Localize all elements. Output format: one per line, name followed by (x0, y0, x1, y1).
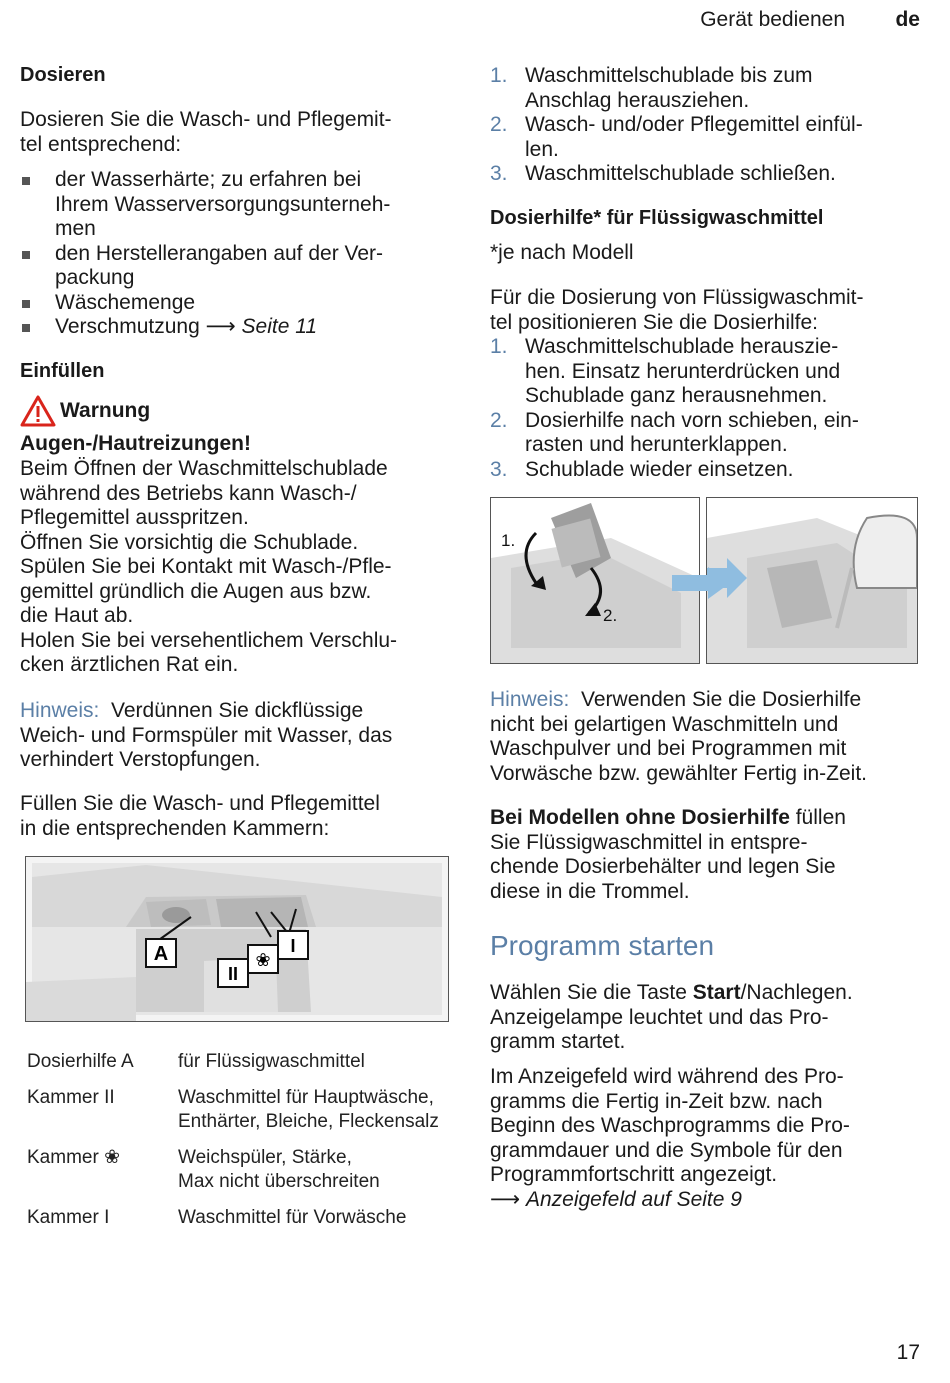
text-line: chende Dosierbehälter und legen Sie (490, 855, 836, 878)
label-ii: II (227, 964, 239, 984)
text-line: Waschmittel für Hauptwäsche, (178, 1087, 434, 1108)
step-number: 3. (490, 457, 508, 481)
text-line: Enthärter, Bleiche, Fleckensalz (178, 1111, 439, 1132)
text-line: nicht bei gelartigen Waschmitteln und (490, 712, 839, 736)
page-reference-link[interactable]: Anzeigefeld auf Seite 9 (525, 1187, 742, 1211)
text-line: Waschmittel für Vorwäsche (178, 1207, 407, 1228)
drawer-figure (25, 856, 449, 1022)
start-key-label: Start (692, 981, 741, 1004)
text-line: während des Betriebs kann Wasch-/ (20, 481, 357, 505)
text-line: den Herstellerangaben auf der Ver- (55, 241, 384, 265)
text-line: gramm startet. (490, 1030, 626, 1053)
text-line: gemittel gründlich die Augen aus bzw. (20, 579, 372, 603)
bold-text: Bei Modellen ohne Dosierhilfe (490, 806, 790, 829)
dosierhilfe-intro (490, 286, 930, 335)
list-item (490, 335, 930, 409)
list-item (20, 315, 450, 340)
text-line: hen. Einsatz herunterdrücken und (525, 359, 841, 383)
text-line: Sie Flüssigwaschmittel in entspre- (490, 830, 808, 854)
figure-label-step1: 1. (501, 531, 516, 550)
text-line: Im Anzeigefeld wird während des Pro- (490, 1065, 844, 1088)
heading-dosieren: Dosieren (20, 64, 106, 86)
step-number: 2. (490, 113, 508, 136)
models-without-aid (490, 806, 930, 904)
text-line: Waschmittelschublade schließen. (525, 162, 836, 185)
text-line: Vorwäsche bzw. gewählter Fertig in-Zeit. (490, 761, 867, 785)
text-line: verhindert Verstopfungen. (20, 748, 261, 771)
arrow-right-icon (672, 567, 732, 599)
dosierhilfe-steps-list (490, 335, 930, 482)
pouring-liquid-illustration (707, 498, 917, 663)
text-line: Weichspüler, Stärke, (178, 1147, 352, 1168)
text-line: Dosierhilfe nach vorn schieben, ein- (525, 408, 859, 432)
list-item (490, 64, 930, 113)
arrow-right-icon: ⟶ (205, 315, 242, 338)
arrow-right-icon: ⟶ (490, 1187, 526, 1211)
text-line: Verwenden Sie die Dosierhilfe (581, 688, 862, 711)
legend-value (178, 1206, 448, 1230)
text-line: füllen (789, 806, 846, 829)
warning-label: Warnung (60, 399, 151, 422)
text-line: Verschmutzung (55, 315, 206, 338)
text-line: tel entsprechend: (20, 132, 182, 156)
label-i: I (290, 936, 296, 956)
detergent-drawer-illustration (26, 857, 448, 1021)
legend-label: Kammer II (27, 1087, 115, 1108)
warning-text (20, 457, 450, 678)
text-line: Max nicht überschreiten (178, 1171, 380, 1192)
label-a: A (153, 943, 169, 965)
list-item (20, 168, 450, 242)
list-item (490, 458, 930, 483)
list-item (490, 162, 930, 187)
note-label: Hinweis: (490, 688, 570, 711)
text-line: Dosieren Sie die Wasch- und Pflegemit- (20, 108, 392, 131)
text-line: Schublade ganz herausnehmen. (525, 384, 828, 407)
text-line: in die entsprechenden Kammern: (20, 816, 330, 840)
text-line: Waschpulver und bei Programmen mit (490, 737, 847, 760)
figure-label-step2: 2. (603, 606, 618, 625)
text-line: Waschmittelschublade herauszie- (525, 335, 839, 358)
text-line: cken ärztlichen Rat ein. (20, 653, 239, 676)
dosing-aid-flip-illustration (491, 498, 699, 663)
legend-value (178, 1086, 448, 1134)
dosierhilfe-figure-1 (490, 497, 700, 664)
text-line: Schublade wieder einsetzen. (525, 457, 794, 481)
dosieren-bullet-list (20, 168, 450, 340)
legend-value (178, 1050, 448, 1074)
heading-dosierhilfe: Dosierhilfe* für Flüssigwaschmittel (490, 207, 824, 229)
text-line: Wählen Sie die Taste (490, 981, 693, 1004)
warning-title: Augen-/Hautreizungen! (20, 432, 251, 455)
header-language: de (895, 8, 920, 31)
legend-table (0, 1050, 460, 1240)
text-line: Füllen Sie die Wasch- und Pflegemittel (20, 792, 380, 815)
footnote-model: *je nach Modell (490, 241, 634, 264)
text-line: Wasch- und/oder Pflegemittel einfül- (525, 113, 863, 136)
note-label: Hinweis: (20, 699, 100, 722)
legend-label: Dosierhilfe A (27, 1051, 134, 1072)
text-line: /Nachlegen. (740, 981, 853, 1004)
legend-value (178, 1146, 448, 1194)
text-line: Wäschemenge (55, 290, 196, 314)
text-line: rasten und herunterklappen. (525, 433, 788, 456)
step-number: 1. (490, 335, 508, 358)
text-line: Programmfortschritt angezeigt. (490, 1163, 778, 1186)
list-item (490, 113, 930, 162)
list-item (20, 242, 450, 291)
text-line: Waschmittelschublade bis zum (525, 64, 813, 87)
text-line: diese in die Trommel. (490, 879, 690, 903)
text-line: Beim Öffnen der Waschmittelschublade (20, 457, 388, 480)
programm-p2 (490, 1065, 930, 1212)
legend-label: Kammer I (27, 1207, 110, 1228)
step-number: 3. (490, 162, 508, 185)
warning-triangle-icon (20, 395, 56, 427)
list-item (490, 409, 930, 458)
page-reference-link[interactable]: Seite 11 (241, 315, 318, 338)
text-line: gramms die Fertig in-Zeit bzw. nach (490, 1089, 823, 1113)
fill-instructions (20, 792, 450, 841)
text-line: tel positionieren Sie die Dosierhilfe: (490, 310, 819, 334)
text-line: die Haut ab. (20, 604, 134, 627)
text-line: grammdauer und die Symbole für den (490, 1138, 843, 1162)
text-line: men (55, 217, 96, 240)
text-line: Pflegemittel ausspritzen. (20, 506, 249, 529)
text-line: Ihrem Wasserversorgungsunterneh- (55, 192, 391, 216)
text-line: Anschlag herausziehen. (525, 88, 750, 112)
text-line: Spülen Sie bei Kontakt mit Wasch-/Pfle- (20, 555, 392, 578)
note-dosierhilfe (490, 688, 930, 786)
text-line: Verdünnen Sie dickflüssige (111, 699, 364, 722)
heading-programm-starten: Programm starten (490, 930, 715, 961)
text-line: Anzeigelampe leuchtet und das Pro- (490, 1005, 829, 1029)
text-line: der Wasserhärte; zu erfahren bei (55, 168, 362, 191)
heading-einfuellen: Einfüllen (20, 360, 105, 382)
dosierhilfe-figure-2 (706, 497, 918, 664)
list-item (20, 291, 450, 316)
page-number: 17 (896, 1341, 920, 1364)
text-line: Beginn des Waschprogramms die Pro- (490, 1114, 850, 1137)
text-line: Für die Dosierung von Flüssigwaschmit- (490, 286, 864, 309)
text-line: packung (55, 266, 135, 289)
note-dickfluessig (20, 699, 450, 773)
text-line: len. (525, 137, 559, 161)
header-section-title: Gerät bedienen (700, 8, 845, 31)
text-line: für Flüssigwaschmittel (178, 1051, 365, 1072)
legend-label: Kammer ❀ (27, 1147, 120, 1168)
text-line: Weich- und Formspüler mit Wasser, das (20, 723, 393, 747)
warning-header (20, 395, 450, 427)
step-number: 2. (490, 408, 508, 432)
flower-icon: ❀ (255, 950, 271, 971)
step-number: 1. (490, 64, 508, 87)
dosieren-intro (20, 108, 450, 157)
programm-p1 (490, 981, 930, 1055)
text-line: Holen Sie bei versehentlichem Verschlu- (20, 628, 398, 652)
text-line: Öffnen Sie vorsichtig die Schublade. (20, 530, 359, 554)
fill-steps-list (490, 64, 930, 187)
